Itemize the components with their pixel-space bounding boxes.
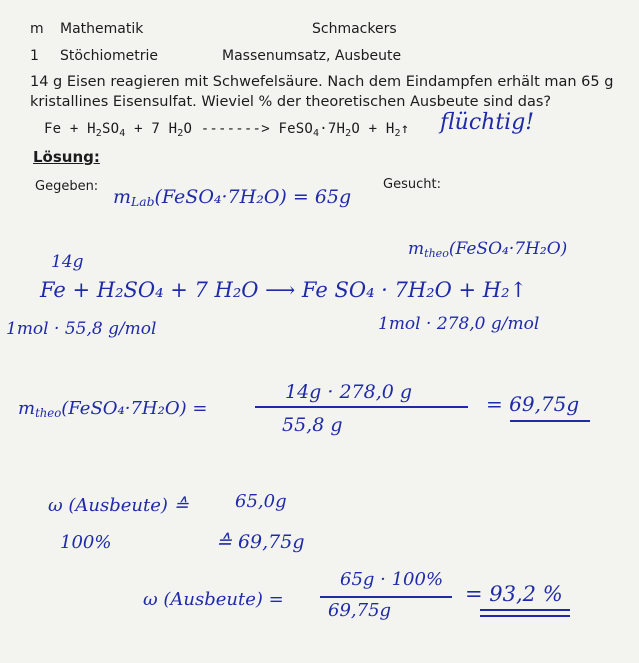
yield-numerator: 65g · 100% [340,569,444,590]
yield-formula-lhs: ω (Ausbeute) = [143,589,284,610]
theo-mass-numerator: 14g · 278,0 g [285,381,413,403]
handwritten-reaction: Fe + H₂SO₄ + 7 H₂O ⟶ Fe SO₄ · 7H₂O + H₂↑ [40,278,528,302]
subtopic-title: Massenumsatz, Ausbeute [222,48,402,64]
theo-mass-result: = 69,75g [486,392,580,416]
fraction-bar [320,596,452,598]
topic-title: Stöchiometrie [60,48,158,64]
subject-title: Mathematik [60,21,144,37]
given-mass-lab: $m_{Lab}(FeSO_4\cdot 7H_2O) = 65g$ [113,186,352,210]
reaction-equation: $Fe + H_2SO_4 + 7$ $H_2O$ -------> $FeSO_4\cdot 7H_2O$ + $H_2↑$ [44,121,410,139]
molar-mass-iron: 1mol · 55,8 g/mol [6,319,157,339]
yield-proportion-value: 65,0g [235,491,287,512]
molar-mass-hydrate: 1mol · 278,0 g/mol [378,314,540,334]
yield-result: = 93,2 % [465,582,563,606]
section-number: 1 [30,48,39,64]
task-text-line-2: kristallines Eisensulfat. Wieviel % der theoretischen Ausbeute sind das? [30,94,552,110]
yield-denominator: 69,75g [328,600,392,621]
handwritten-note-volatile: flüchtig! [440,110,535,135]
author-name: Schmackers [312,21,397,37]
sought-mass-theo: $m_{theo}(FeSO_4\cdot 7H_2O)$ [408,239,568,260]
result-underline [510,420,590,422]
theo-mass-denominator: 55,8 g [282,414,343,436]
sought-label: Gesucht: [383,177,441,192]
solution-heading: Lösung: [33,148,100,166]
iron-mass-label: 14g [51,252,84,272]
yield-proportion-label: ω (Ausbeute) ≙ [48,495,189,516]
task-text-line-1: 14 g Eisen reagieren mit Schwefelsäure. Nach dem Eindampfen erhält man 65 g [30,74,614,90]
subject-code: m [30,21,44,37]
given-label: Gegeben: [35,179,99,194]
result-double-underline-bottom [480,615,570,617]
result-double-underline-top [480,609,570,611]
hundred-percent-label: 100% [60,532,112,553]
hundred-percent-value: ≙ 69,75g [216,531,305,553]
fraction-bar [255,406,468,408]
theo-mass-lhs: $m_{theo}(FeSO_4\cdot 7H_2O)$ = [18,398,208,420]
